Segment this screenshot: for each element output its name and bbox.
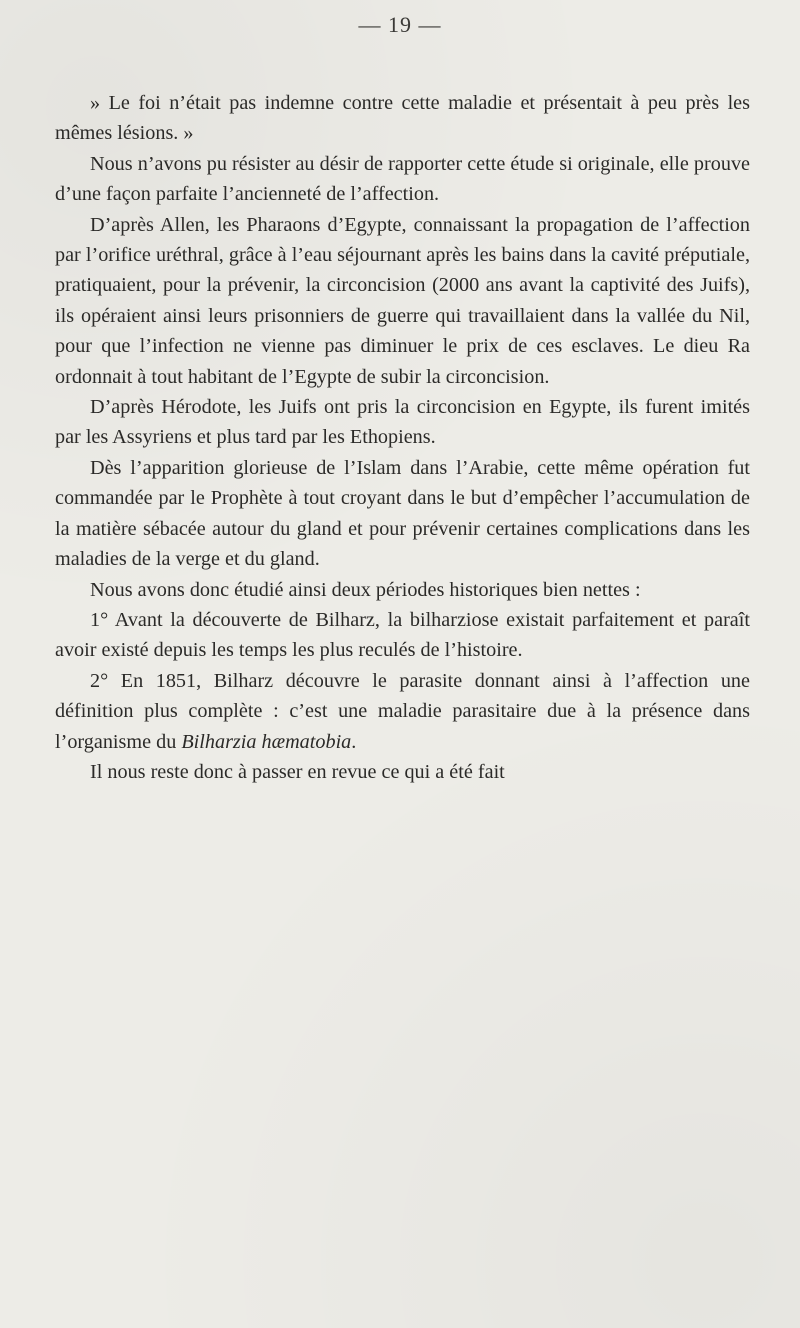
- paragraph-3: D’après Allen, les Pharaons d’Egypte, connaissant la propagation de l’affection par l’orifice uréthral, grâce à l’eau séjournant après les bains dans la cavité préputiale, pratiquaient, pour la prévenir, la circoncision (2000 ans avant la captivité des Juifs), ils opéraient ainsi leurs prisonniers de guerre qui travaillaient dans la vallée du Nil, pour que l’infection ne vienne pas diminuer le prix de ces esclaves. Le dieu Ra ordonnait à tout habitant de l’Egypte de subir la circoncision.: [55, 213, 750, 388]
- body-text: [55, 88, 750, 787]
- paragraph-8-suffix: .: [351, 730, 357, 753]
- paragraph-5: Dès l’apparition glorieuse de l’Islam dans l’Arabie, cette même opération fut commandée par le Prophète à tout croyant dans le but d’empêcher l’accumulation de la matière sébacée autour du gland et pour prévenir certaines complications dans les maladies de la verge et du gland.: [55, 456, 750, 571]
- paragraph-7: 1° Avant la découverte de Bilharz, la bilharziose existait parfaitement et paraît avoir existé depuis les temps les plus reculés de l’histoire.: [55, 608, 750, 662]
- paragraph-4: D’après Hérodote, les Juifs ont pris la circoncision en Egypte, ils furent imités par les Assyriens et plus tard par les Ethopiens.: [55, 396, 750, 449]
- paragraph-1: » Le foi n’était pas indemne contre cette maladie et présentait à peu près les mêmes lésions. »: [55, 92, 750, 145]
- page-number: — 19 —: [358, 12, 442, 37]
- paragraph-8: [55, 666, 750, 757]
- paragraph-6: Nous avons donc étudié ainsi deux périodes historiques bien nettes :: [90, 578, 641, 601]
- paragraph-8-italic: Bilharzia hæmatobia: [181, 730, 352, 753]
- paragraph-8-prefix: 2° En 1851, Bilharz découvre le parasite donnant ainsi à l’affection une définition plus complète : c’est une maladie parasitaire due à la présence dans l’organisme du: [55, 669, 750, 753]
- paragraph-2: Nous n’avons pu résister au désir de rapporter cette étude si originale, elle prouve d’une façon parfaite l’ancienneté de l’affection.: [55, 152, 750, 206]
- paragraph-9: Il nous reste donc à passer en revue ce qui a été fait: [90, 760, 505, 783]
